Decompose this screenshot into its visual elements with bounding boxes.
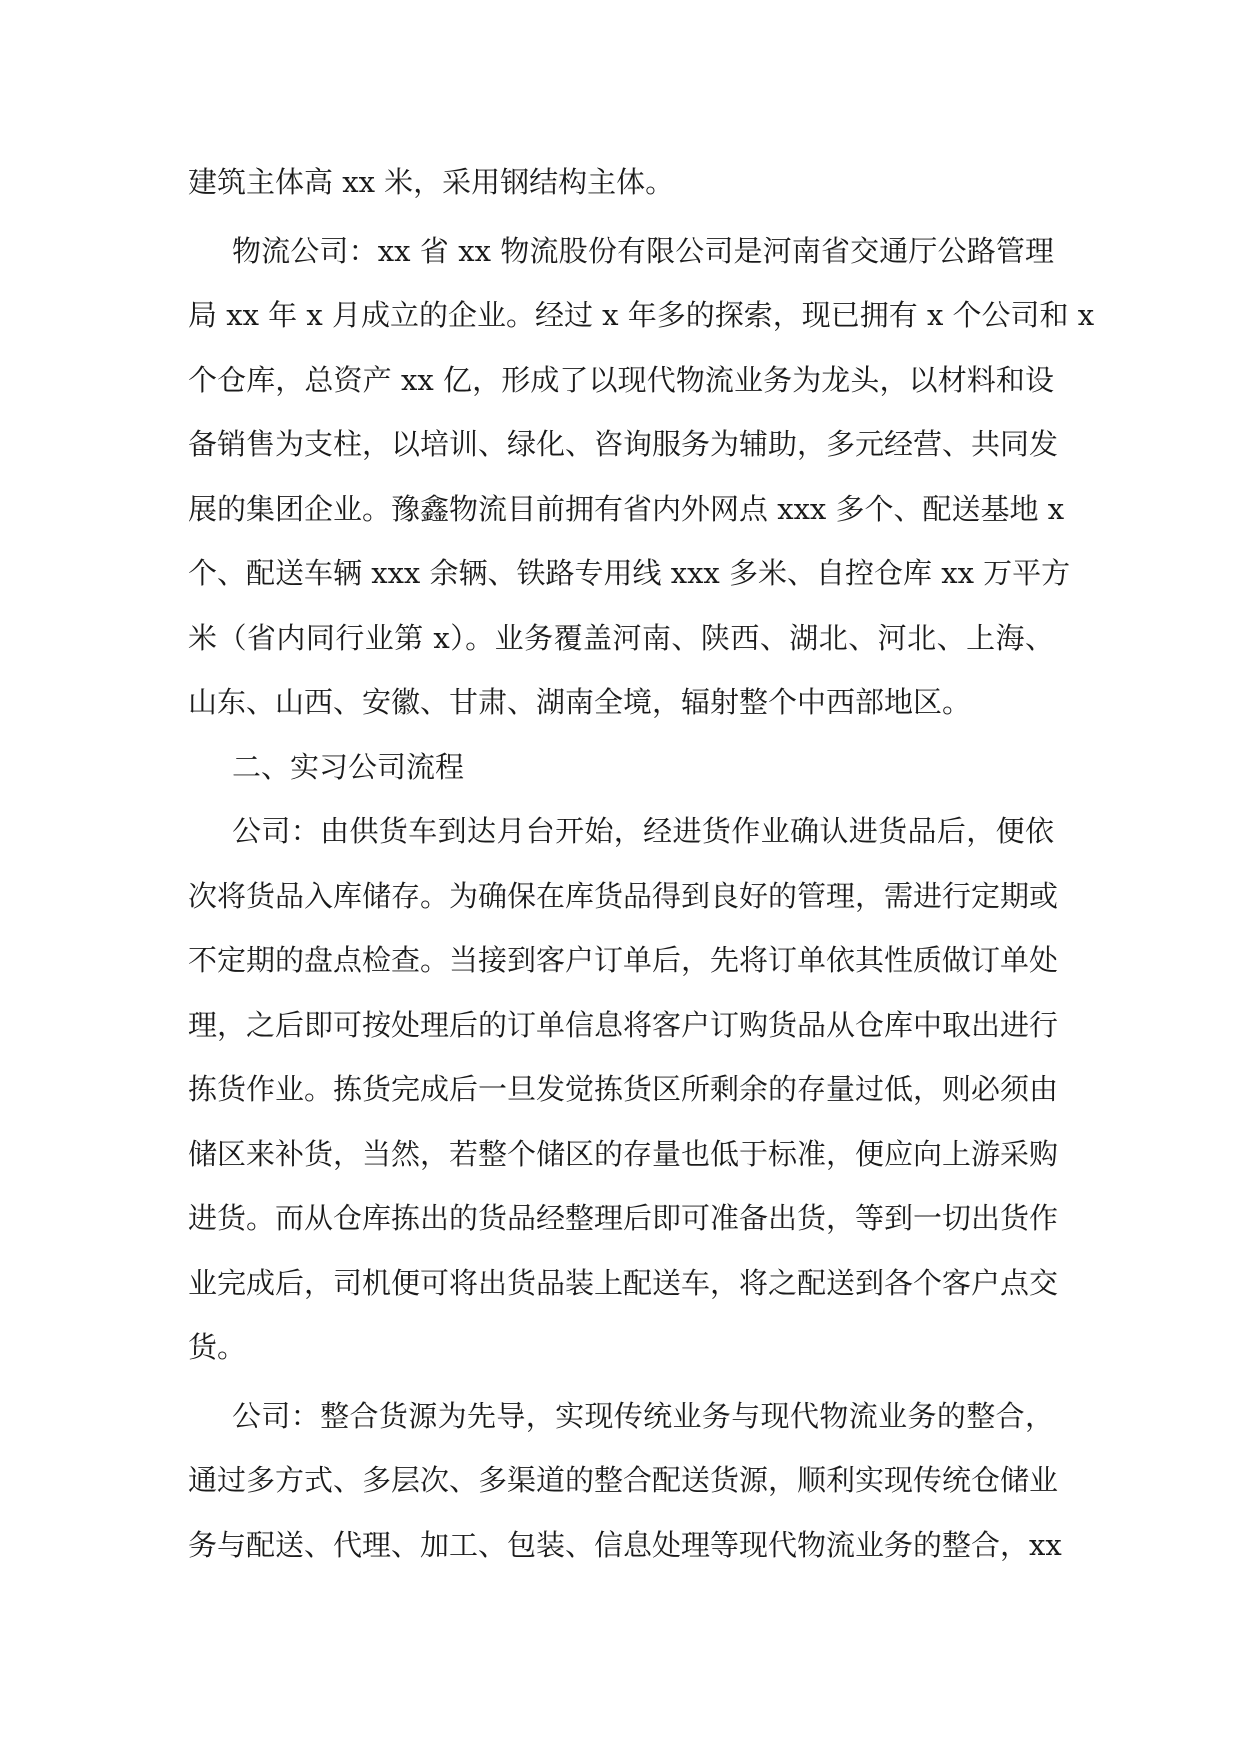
text-line: 米（省内同行业第 x）。业务覆盖河南、陕西、湖北、河北、上海、 bbox=[188, 620, 1054, 655]
text-line: 储区来补货，当然，若整个储区的存量也低于标准，便应向上游采购 bbox=[188, 1136, 1059, 1171]
text-line: 建筑主体高 xx 米，采用钢结构主体。 bbox=[188, 165, 675, 199]
text-line: 货。 bbox=[188, 1330, 247, 1364]
text-line: 务与配送、代理、加工、包装、信息处理等现代物流业务的整合，xx bbox=[188, 1527, 1062, 1562]
text-line: 进货。而从仓库拣出的货品经整理后即可准备出货，等到一切出货作 bbox=[188, 1201, 1059, 1235]
text-line: 展的集团企业。豫鑫物流目前拥有省内外网点 xxx 多个、配送基地 x bbox=[188, 491, 1065, 526]
text-line: 通过多方式、多层次、多渠道的整合配送货源，顺利实现传统仓储业 bbox=[188, 1463, 1059, 1497]
text-line: 物流公司：xx 省 xx 物流股份有限公司是河南省交通厅公路管理 bbox=[232, 233, 1054, 268]
section-heading: 二、实习公司流程 bbox=[232, 749, 465, 784]
text-line: 个、配送车辆 xxx 余辆、铁路专用线 xxx 多米、自控仓库 xx 万平方 bbox=[188, 556, 1071, 590]
text-line: 业完成后，司机便可将出货品装上配送车，将之配送到各个客户点交 bbox=[188, 1265, 1059, 1300]
text-line: 公司：整合货源为先导，实现传统业务与现代物流业务的整合， bbox=[232, 1398, 1054, 1433]
document-page bbox=[188, 150, 1095, 1577]
text-line: 备销售为支柱，以培训、绿化、咨询服务为辅助，多元经营、共同发 bbox=[188, 427, 1059, 461]
text-line: 次将货品入库储存。为确保在库货品得到良好的管理，需进行定期或 bbox=[188, 878, 1059, 913]
text-line: 山东、山西、安徽、甘肃、湖南全境，辐射整个中西部地区。 bbox=[188, 685, 972, 719]
text-line: 拣货作业。拣货完成后一旦发觉拣货区所剩余的存量过低，则必须由 bbox=[188, 1072, 1059, 1106]
text-line: 不定期的盘点检查。当接到客户订单后，先将订单依其性质做订单处 bbox=[188, 943, 1059, 977]
text-line: 局 xx 年 x 月成立的企业。经过 x 年多的探索，现已拥有 x 个公司和 x bbox=[188, 298, 1095, 332]
text-line: 个仓库，总资产 xx 亿，形成了以现代物流业务为龙头，以材料和设 bbox=[188, 362, 1054, 397]
text-line: 公司：由供货车到达月台开始，经进货作业确认进货品后，便依 bbox=[232, 814, 1054, 848]
text-line: 理，之后即可按处理后的订单信息将客户订购货品从仓库中取出进行 bbox=[188, 1007, 1059, 1042]
